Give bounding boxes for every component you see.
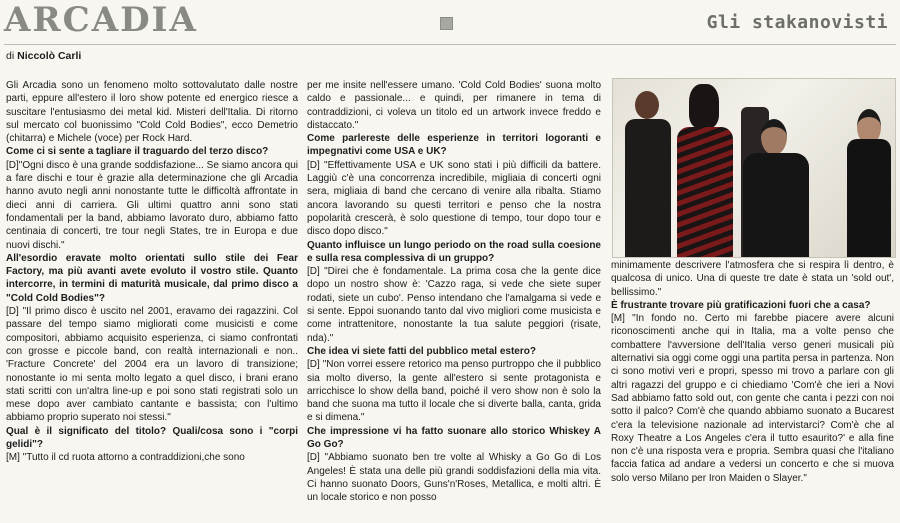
article-paragraph: Gli Arcadia sono un fenomeno molto sottovalutato dalle nostre parti, eppure all'estero il loro show potente ed energico riesce a suscitare l'entusiasmo dei metal kid. Misteri dell'Italia. Di ritorno sul mercato col buonissimo "Cold Cold Bodies", ecco Demetrio (chitarra) e Michele (voce) per Rock Hard. [6, 80, 298, 145]
head-shape [689, 84, 719, 128]
article-paragraph: per me insite nell'essere umano. 'Cold Cold Bodies' suona molto caldo e passionale... e quindi, per rimanere in tema di contraddizioni, ci voleva un titolo ed un artwork invece freddo e distaccato." [307, 80, 601, 131]
interview-question: All'esordio eravate molto orientati sullo stile dei Fear Factory, ma più avanti avete evoluto il vostro stile. Quanto intercorre, in termini di maturità musicale, dal primo disco a "Cold Cold Bodies"? [6, 252, 298, 304]
band-member-figure [739, 117, 811, 257]
article-paragraph: [D] "Non vorrei essere retorico ma penso purtroppo che il pubblico sia molto diverso, la gente all'estero si sente protagonista e arricchisce lo show della band, poiché il vero show non è solo la band che suona ma tutto il locale che si diverte balla, canta, grida e si dimena." [307, 359, 601, 424]
byline-prefix: di [6, 50, 15, 62]
band-photo [612, 78, 896, 258]
interview-question: Qual è il significato del titolo? Quali/cosa sono i "corpi gelidi"? [6, 425, 298, 451]
body-shape [677, 127, 733, 257]
section-title: Gli stakanovisti [706, 12, 888, 33]
band-member-figure [621, 85, 673, 257]
interview-question: Che idea vi siete fatti del pubblico metal estero? [307, 345, 536, 357]
article-paragraph: [M] "In fondo no. Certo mi farebbe piacere avere alcuni riconoscimenti anche qui in Italia, ma a volte penso che combattere l'avversione dell'Italia verso generi musicali più alternativi sia oggi come oggi una partita persa in partenza. Non ci sono motivi veri e propri, spesso mi trovo a parlare con gli altri ragazzi del gruppo e ci chiediamo 'Com'è che ieri a Novi Sad abbiamo fatto sold out, con gente che canta i pezzi con noi sotto il palco? Com'è che quando abbiamo suonato a Bucarest c'era la televisione nazionale ad intervistarci? Com'è che al Roxy Theatre a Los Angeles c'era il tutto esaurito?' e alla fine non c'è una risposta vera e propria. Sembra quasi che l'italiano faccia fatica ad andare a vedersi un concerto e che si muova solo verso Milano per Iron Maiden o Slayer." [611, 313, 894, 484]
article-column-3 [611, 259, 894, 485]
head-shape [761, 119, 787, 155]
article-paragraph: [D] "Il primo disco è uscito nel 2001, eravamo dei ragazzini. Col passare del tempo siamo migliorati come musicisti e come compositori, abbiamo acquisito esperienza, ci siamo confrontati con grosse e piccole band, con realtà internazionali e non.. 'Fracture Concrete' del 2004 era un lavoro di transizione; nonostante io mi senta molto legato a quel disco, i brani erano stati scritti con un'altra line-up e poi sono stati registrati solo un mese dopo aver cambiato cantante e bassista; con l'ultimo abbiamo proprio superato noi stessi." [6, 306, 298, 424]
article-paragraph: [D]"Ogni disco è una grande soddisfazione... Se siamo ancora qui a fare dischi e tour è grazie alla determinazione che gli Arcadia hanno avuto negli anni nonostante tutte le difficoltà affrontate in dieci anni di carriera. Gli ultimi quattro anni sono stati fondamentali per la band, abbiamo lavorato duro, abbiamo fatto centinaia di concerti, tre tour negli States, tre in Europa e due nuovi dischi." [6, 159, 298, 251]
interview-question: È frustrante trovare più gratificazioni fuori che a casa? [611, 299, 871, 311]
article-column-1 [6, 79, 298, 465]
header-divider [4, 44, 896, 45]
article-column-2 [307, 79, 601, 505]
article-paragraph: [D] "Abbiamo suonato ben tre volte al Whisky a Go Go di Los Angeles! È stata una delle più grandi soddisfazioni della mia vita. Ci hanno suonato Doors, Guns'n'Roses, Metallica, e molti altri. È un locale storico e non posso [307, 452, 601, 504]
interview-question: Come ci si sente a tagliare il traguardo del terzo disco? [6, 146, 269, 158]
page-header [0, 0, 900, 62]
byline [6, 50, 81, 63]
article-paragraph: minimamente descrivere l'atmosfera che si respira lì dentro, è qualcosa di unico. Una di queste tre date è stata un 'sold out', bellissimo." [611, 260, 894, 298]
body-shape [847, 139, 891, 257]
interview-question: Quanto influisce un lungo periodo on the road sulla coesione e sulla resa complessiva di un gruppo? [307, 239, 601, 264]
square-bullet-icon [440, 17, 453, 30]
band-member-figure [845, 107, 891, 257]
byline-author: Niccolò Carli [17, 50, 82, 62]
band-member-figure [671, 82, 737, 257]
head-shape [635, 91, 659, 119]
body-shape [625, 119, 671, 257]
masthead-title: ARCADIA [4, 0, 198, 40]
article-paragraph: [M] "Tutto il cd ruota attorno a contraddizioni,che sono [6, 452, 245, 464]
interview-question: Che impressione vi ha fatto suonare allo storico Whiskey A Go Go? [307, 425, 601, 451]
article-paragraph: [D] "Effettivamente USA e UK sono stati i più difficili da battere. Laggiù c'è una concorrenza incredibile, migliaia di concerti ogni sera, migliaia di band che cercano di venire alla ribalta. Stiamo ancora lavorando su questi territori e penso che la nostra popolarità crescerà, è solo questione di tempo, tour dopo tour e disco dopo disco." [307, 159, 601, 238]
interview-question: Come parlereste delle esperienze in territori logoranti e impegnativi come USA e UK? [307, 133, 601, 158]
article-paragraph: [D] "Direi che è fondamentale. La prima cosa che la gente dice dopo un nostro show è: 'Cazzo raga, si vede che siete super rodati, siete un cubo'. Penso intendano che l'amalgama si vede e si sente. Eppoi suonando tanto dal vivo migliori come musicista e come intrattenitore, nonostante la tua salute peggiori (risate, nda)." [307, 266, 601, 344]
body-shape [743, 153, 809, 257]
